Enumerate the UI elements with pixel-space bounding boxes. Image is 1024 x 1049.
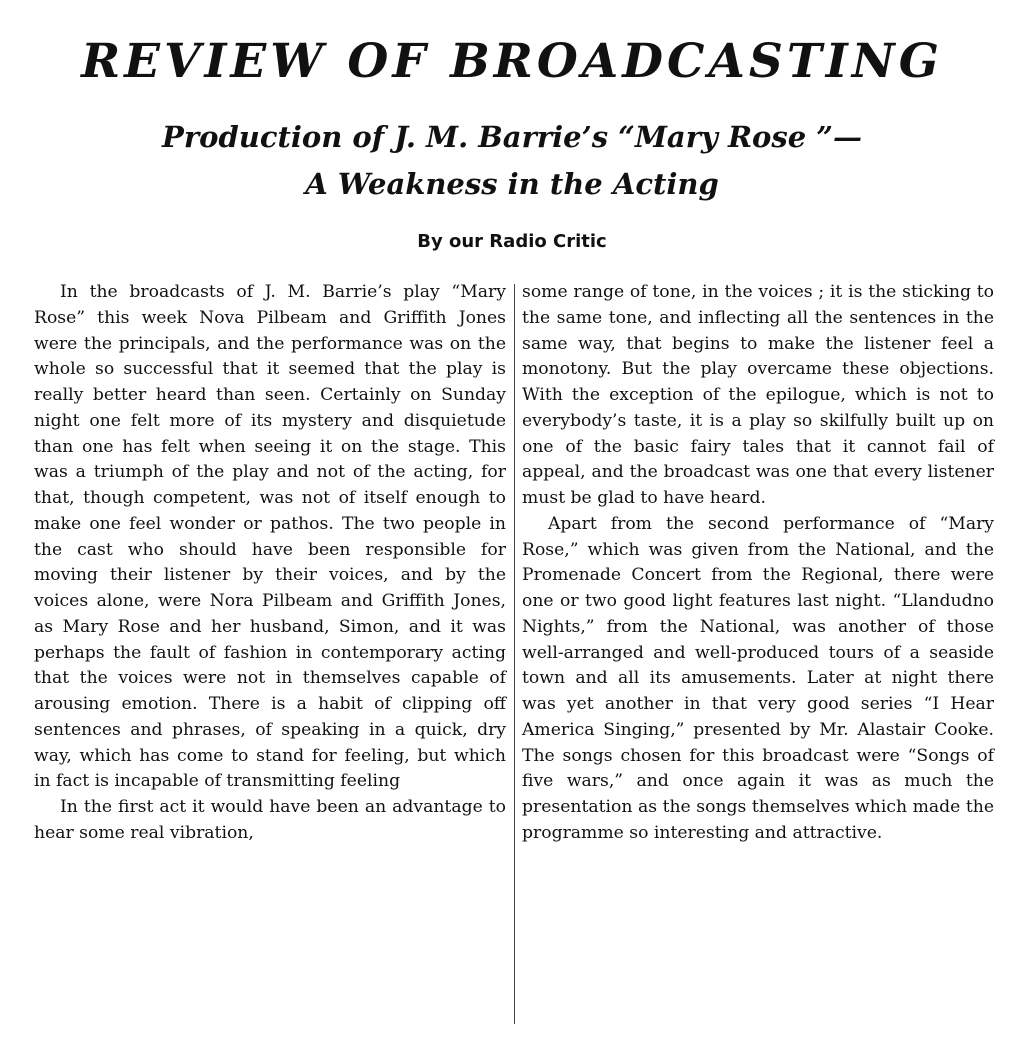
right-column	[522, 280, 994, 847]
paragraph: In the broadcasts of J. M. Barrie’s play “Mary Rose” this week Nova Pilbeam and Griffith Jones were the principals, and the performance was on the whole so successful that it seemed that the play is really better heard than seen. Certainly on Sunday night one felt more of its mystery and disquietude than one has felt when seeing it on the stage. This was a triumph of the play and not of the acting, for that, though competent, was not of itself enough to make one feel wonder or pathos. The two people in the cast who should have been responsible for moving their listener by their voices, and by the voices alone, were Nora Pilbeam and Griffith Jones, as Mary Rose and her husband, Simon, and it was perhaps the fault of fashion in contemporary acting that the voices were not in themselves capable of arousing emotion. There is a habit of clipping off sentences and phrases, of speaking in a quick, dry way, which has come to stand for feeling, but which in fact is incapable of transmitting feeling	[34, 282, 506, 792]
subheadline-line-1: Production of J. M. Barrie’s “Mary Rose ”—	[162, 120, 862, 154]
column-divider	[514, 284, 515, 1024]
subheadline-line-2: A Weakness in the Acting	[305, 167, 719, 201]
left-column	[34, 280, 506, 847]
paragraph: Apart from the second performance of “Mary Rose,” which was given from the National, and the Promenade Concert from the Regional, there were one or two good light features last night. “Llandudno Nights,” from the National, was another of those well-arranged and well-produced tours of a seaside town and all its amusements. Later at night there was yet another in that very good series “I Hear America Singing,” presented by Mr. Alastair Cooke. The songs chosen for this broadcast were “Songs of five wars,” and once again it was as much the presentation as the songs themselves which made the programme so interesting and attractive.	[522, 513, 994, 843]
byline: By our Radio Critic	[417, 231, 607, 252]
paragraph: In the first act it would have been an advantage to hear some real vibration,	[34, 797, 506, 843]
paragraph: some range of tone, in the voices ; it is the sticking to the same tone, and inflecting all the sentences in the same way, that begins to make the listener feel a monotony. But the play overcame these objections. With the exception of the epilogue, which is not to everybody’s taste, it is a play so skilfully built up on one of the basic fairy tales that it cannot fail of appeal, and the broadcast was one that every listener must be glad to have heard.	[522, 282, 994, 508]
headline: REVIEW OF BROADCASTING	[81, 34, 943, 89]
